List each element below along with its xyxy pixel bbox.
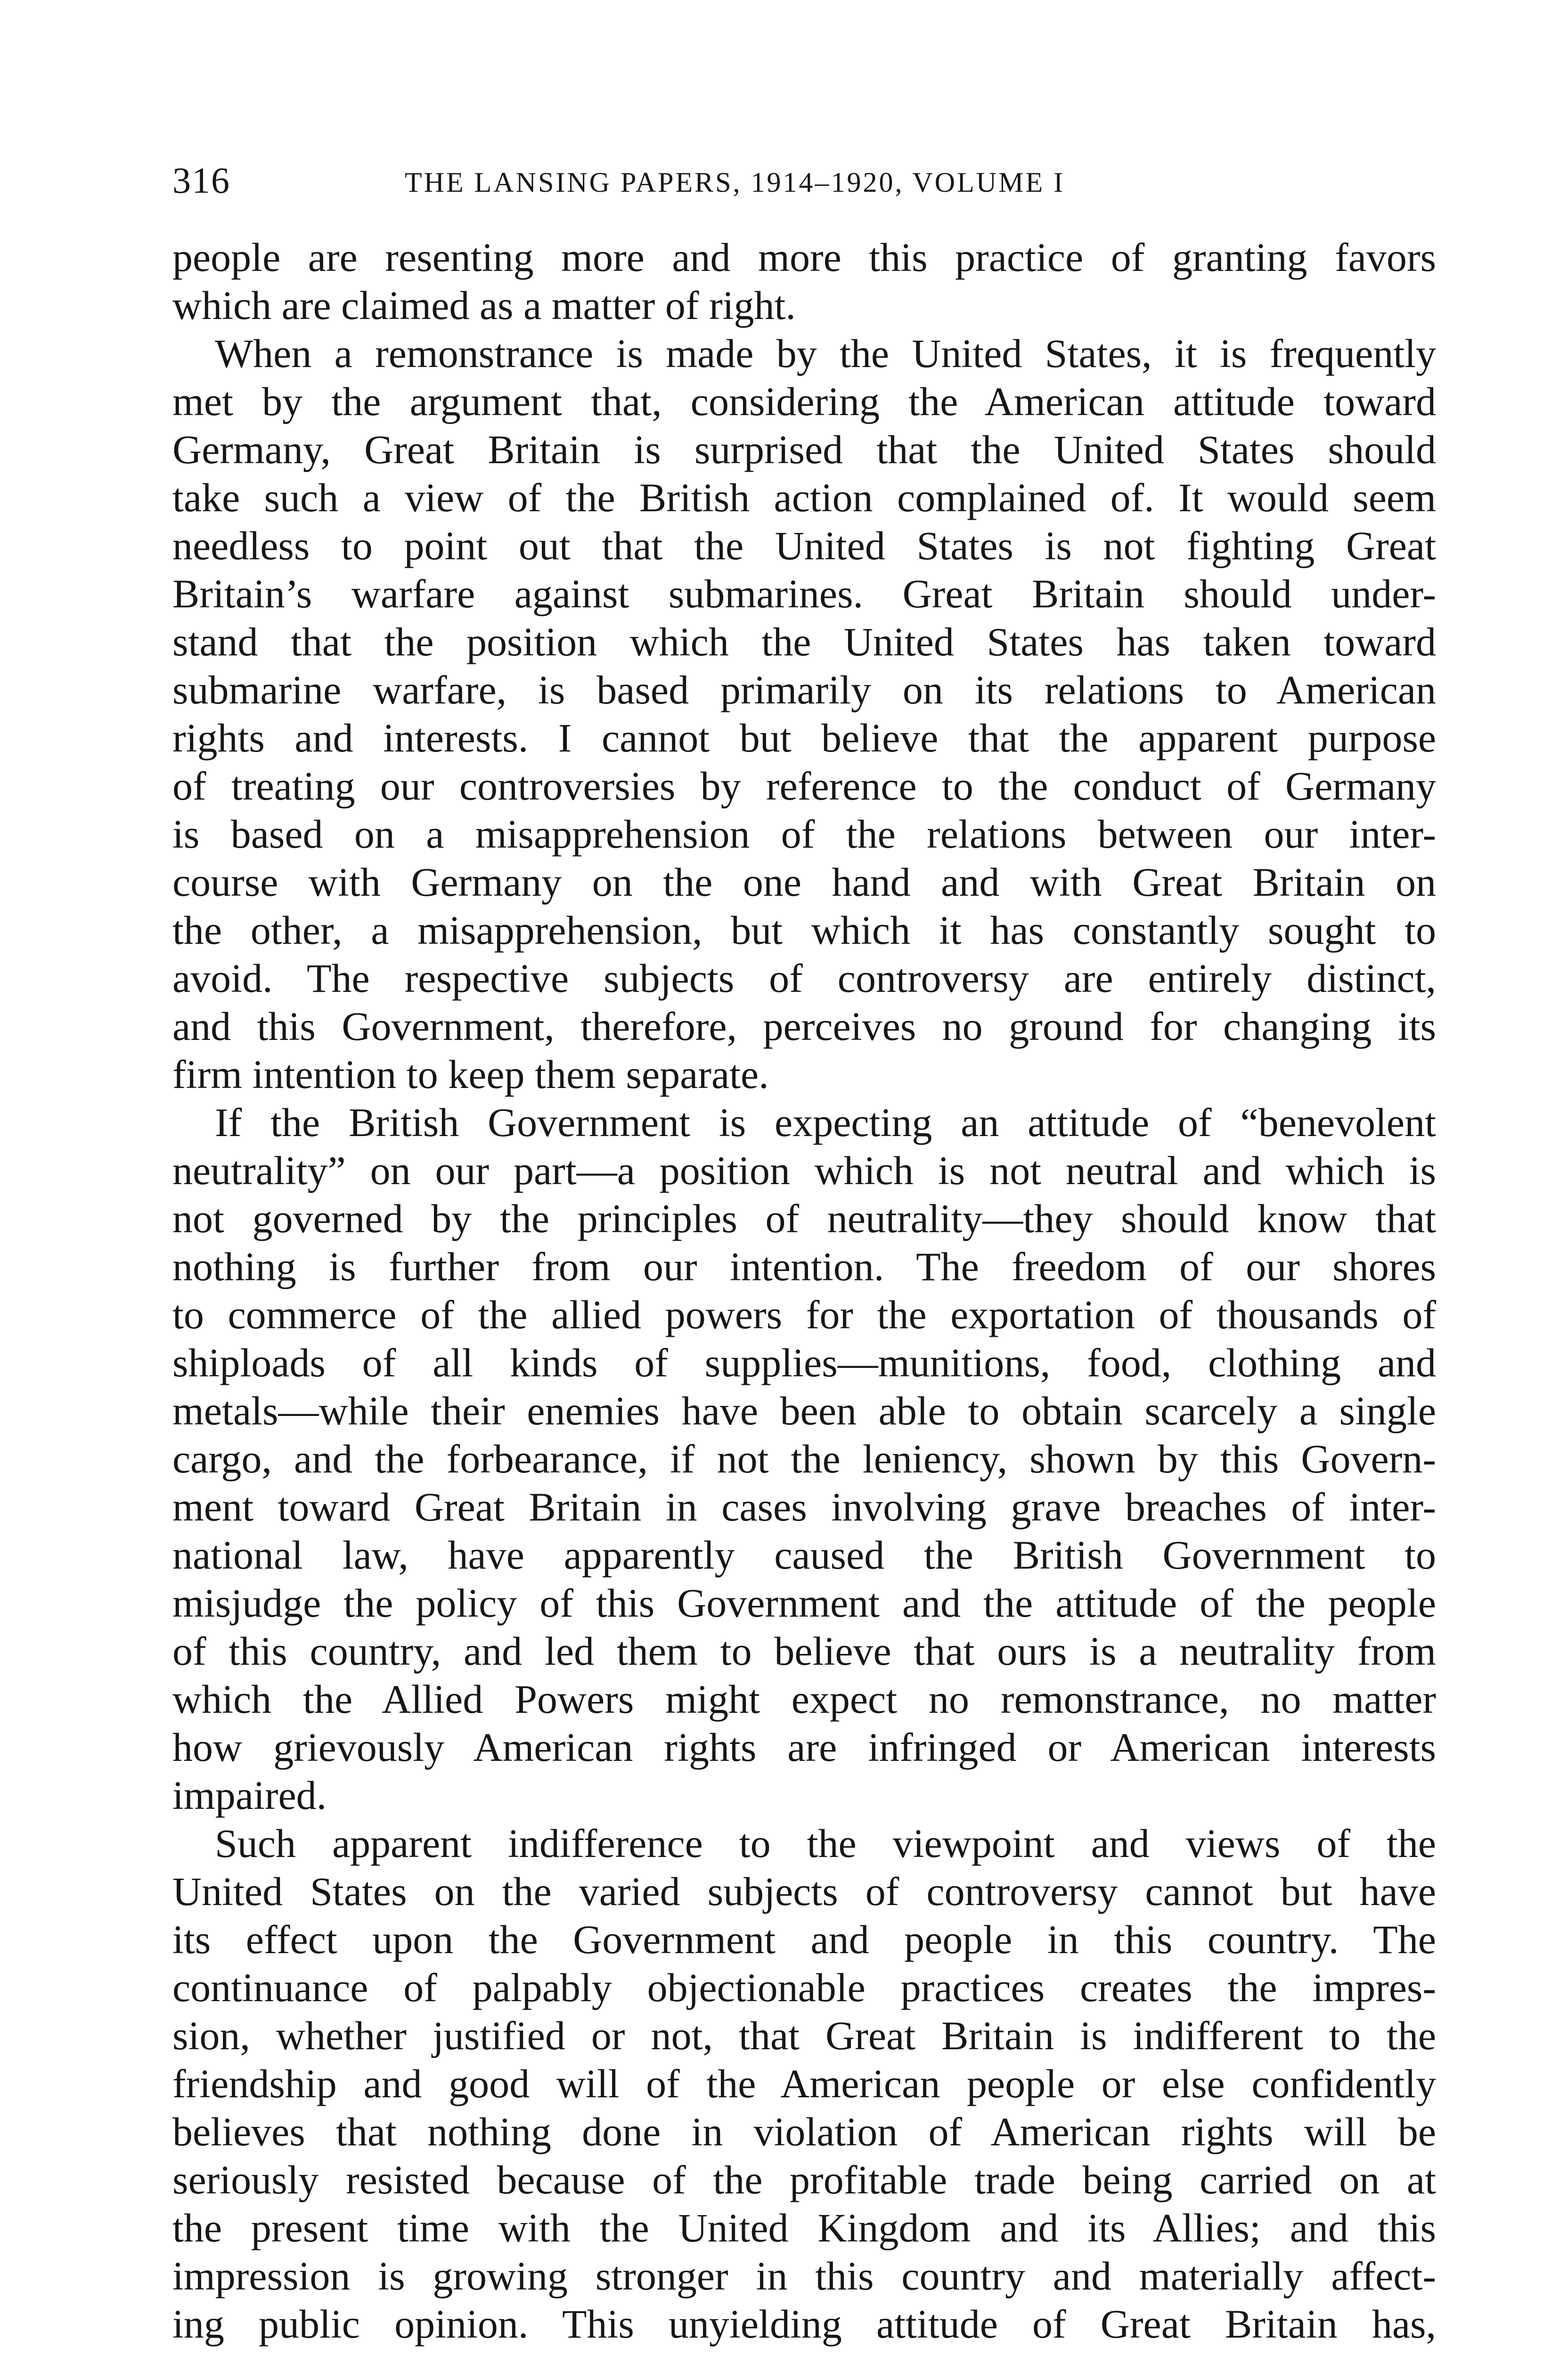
text-line: the present time with the United Kingdom and its Allies; and this bbox=[172, 2205, 1436, 2250]
text-line: ment toward Great Britain in cases involving grave breaches of inter- bbox=[172, 1484, 1436, 1530]
body-text bbox=[172, 233, 1436, 2348]
text-line: of treating our controversies by reference to the conduct of Germany bbox=[172, 763, 1436, 809]
page-header bbox=[172, 155, 1435, 206]
text-line: take such a view of the British action complained of. It would seem bbox=[172, 475, 1436, 520]
text-line: national law, have apparently caused the British Government to bbox=[172, 1532, 1436, 1578]
text-line: Germany, Great Britain is surprised that the United States should bbox=[172, 427, 1436, 472]
text-line: the other, a misapprehension, but which it has constantly sought to bbox=[172, 908, 1436, 953]
text-line: impression is growing stronger in this country and materially affect- bbox=[172, 2253, 1436, 2299]
paragraph-start-line: If the British Government is expecting an attitude of “benevolent bbox=[215, 1100, 1436, 1145]
text-line: its effect upon the Government and people in this country. The bbox=[172, 1917, 1436, 1962]
text-line: impaired. bbox=[172, 1773, 327, 1818]
paragraph-start-line: When a remonstrance is made by the United States, it is frequently bbox=[215, 331, 1436, 376]
text-line: which the Allied Powers might expect no remonstrance, no matter bbox=[172, 1677, 1436, 1722]
text-line: avoid. The respective subjects of controversy are entirely distinct, bbox=[172, 956, 1436, 1001]
text-line: course with Germany on the one hand and with Great Britain on bbox=[172, 859, 1436, 905]
text-line: met by the argument that, considering the American attitude toward bbox=[172, 379, 1436, 424]
text-line: to commerce of the allied powers for the exportation of thousands of bbox=[172, 1292, 1436, 1337]
text-line: continuance of palpably objectionable practices creates the impres- bbox=[172, 1965, 1436, 2010]
text-line: shiploads of all kinds of supplies—munitions, food, clothing and bbox=[172, 1340, 1436, 1385]
text-line: ing public opinion. This unyielding attitude of Great Britain has, bbox=[172, 2301, 1436, 2347]
text-line: submarine warfare, is based primarily on its relations to American bbox=[172, 667, 1436, 712]
text-line: neutrality” on our part—a position which is not neutral and which is bbox=[172, 1148, 1436, 1193]
text-line: stand that the position which the United States has taken toward bbox=[172, 619, 1436, 664]
text-line: which are claimed as a matter of right. bbox=[172, 283, 796, 328]
text-line: firm intention to keep them separate. bbox=[172, 1052, 769, 1097]
page-number: 316 bbox=[172, 160, 230, 201]
text-line: Britain’s warfare against submarines. Great Britain should under- bbox=[172, 571, 1436, 616]
text-line: rights and interests. I cannot but believe that the apparent purpose bbox=[172, 715, 1436, 761]
text-line: how grievously American rights are infringed or American interests bbox=[172, 1725, 1436, 1770]
text-line: United States on the varied subjects of controversy cannot but have bbox=[172, 1869, 1436, 1914]
text-line: cargo, and the forbearance, if not the leniency, shown by this Govern- bbox=[172, 1436, 1436, 1481]
text-line: is based on a misapprehension of the relations between our inter- bbox=[172, 811, 1436, 857]
text-line: people are resenting more and more this practice of granting favors bbox=[172, 235, 1436, 280]
running-head: THE LANSING PAPERS, 1914–1920, VOLUME I bbox=[405, 167, 1065, 198]
text-line: friendship and good will of the American people or else confidently bbox=[172, 2061, 1436, 2106]
text-line: misjudge the policy of this Government and the attitude of the people bbox=[172, 1580, 1436, 1626]
text-line: of this country, and led them to believe that ours is a neutrality from bbox=[172, 1628, 1436, 1674]
text-line: and this Government, therefore, perceives no ground for changing its bbox=[172, 1004, 1436, 1049]
text-line: metals—while their enemies have been able to obtain scarcely a single bbox=[172, 1388, 1436, 1433]
paragraph-start-line: Such apparent indifference to the viewpoint and views of the bbox=[215, 1821, 1436, 1866]
text-line: seriously resisted because of the profitable trade being carried on at bbox=[172, 2157, 1436, 2202]
text-line: believes that nothing done in violation of American rights will be bbox=[172, 2109, 1436, 2154]
text-line: not governed by the principles of neutrality—they should know that bbox=[172, 1196, 1436, 1241]
text-line: sion, whether justified or not, that Great Britain is indifferent to the bbox=[172, 2013, 1436, 2058]
text-line: nothing is further from our intention. The freedom of our shores bbox=[172, 1244, 1436, 1289]
text-line: needless to point out that the United States is not fighting Great bbox=[172, 523, 1436, 568]
